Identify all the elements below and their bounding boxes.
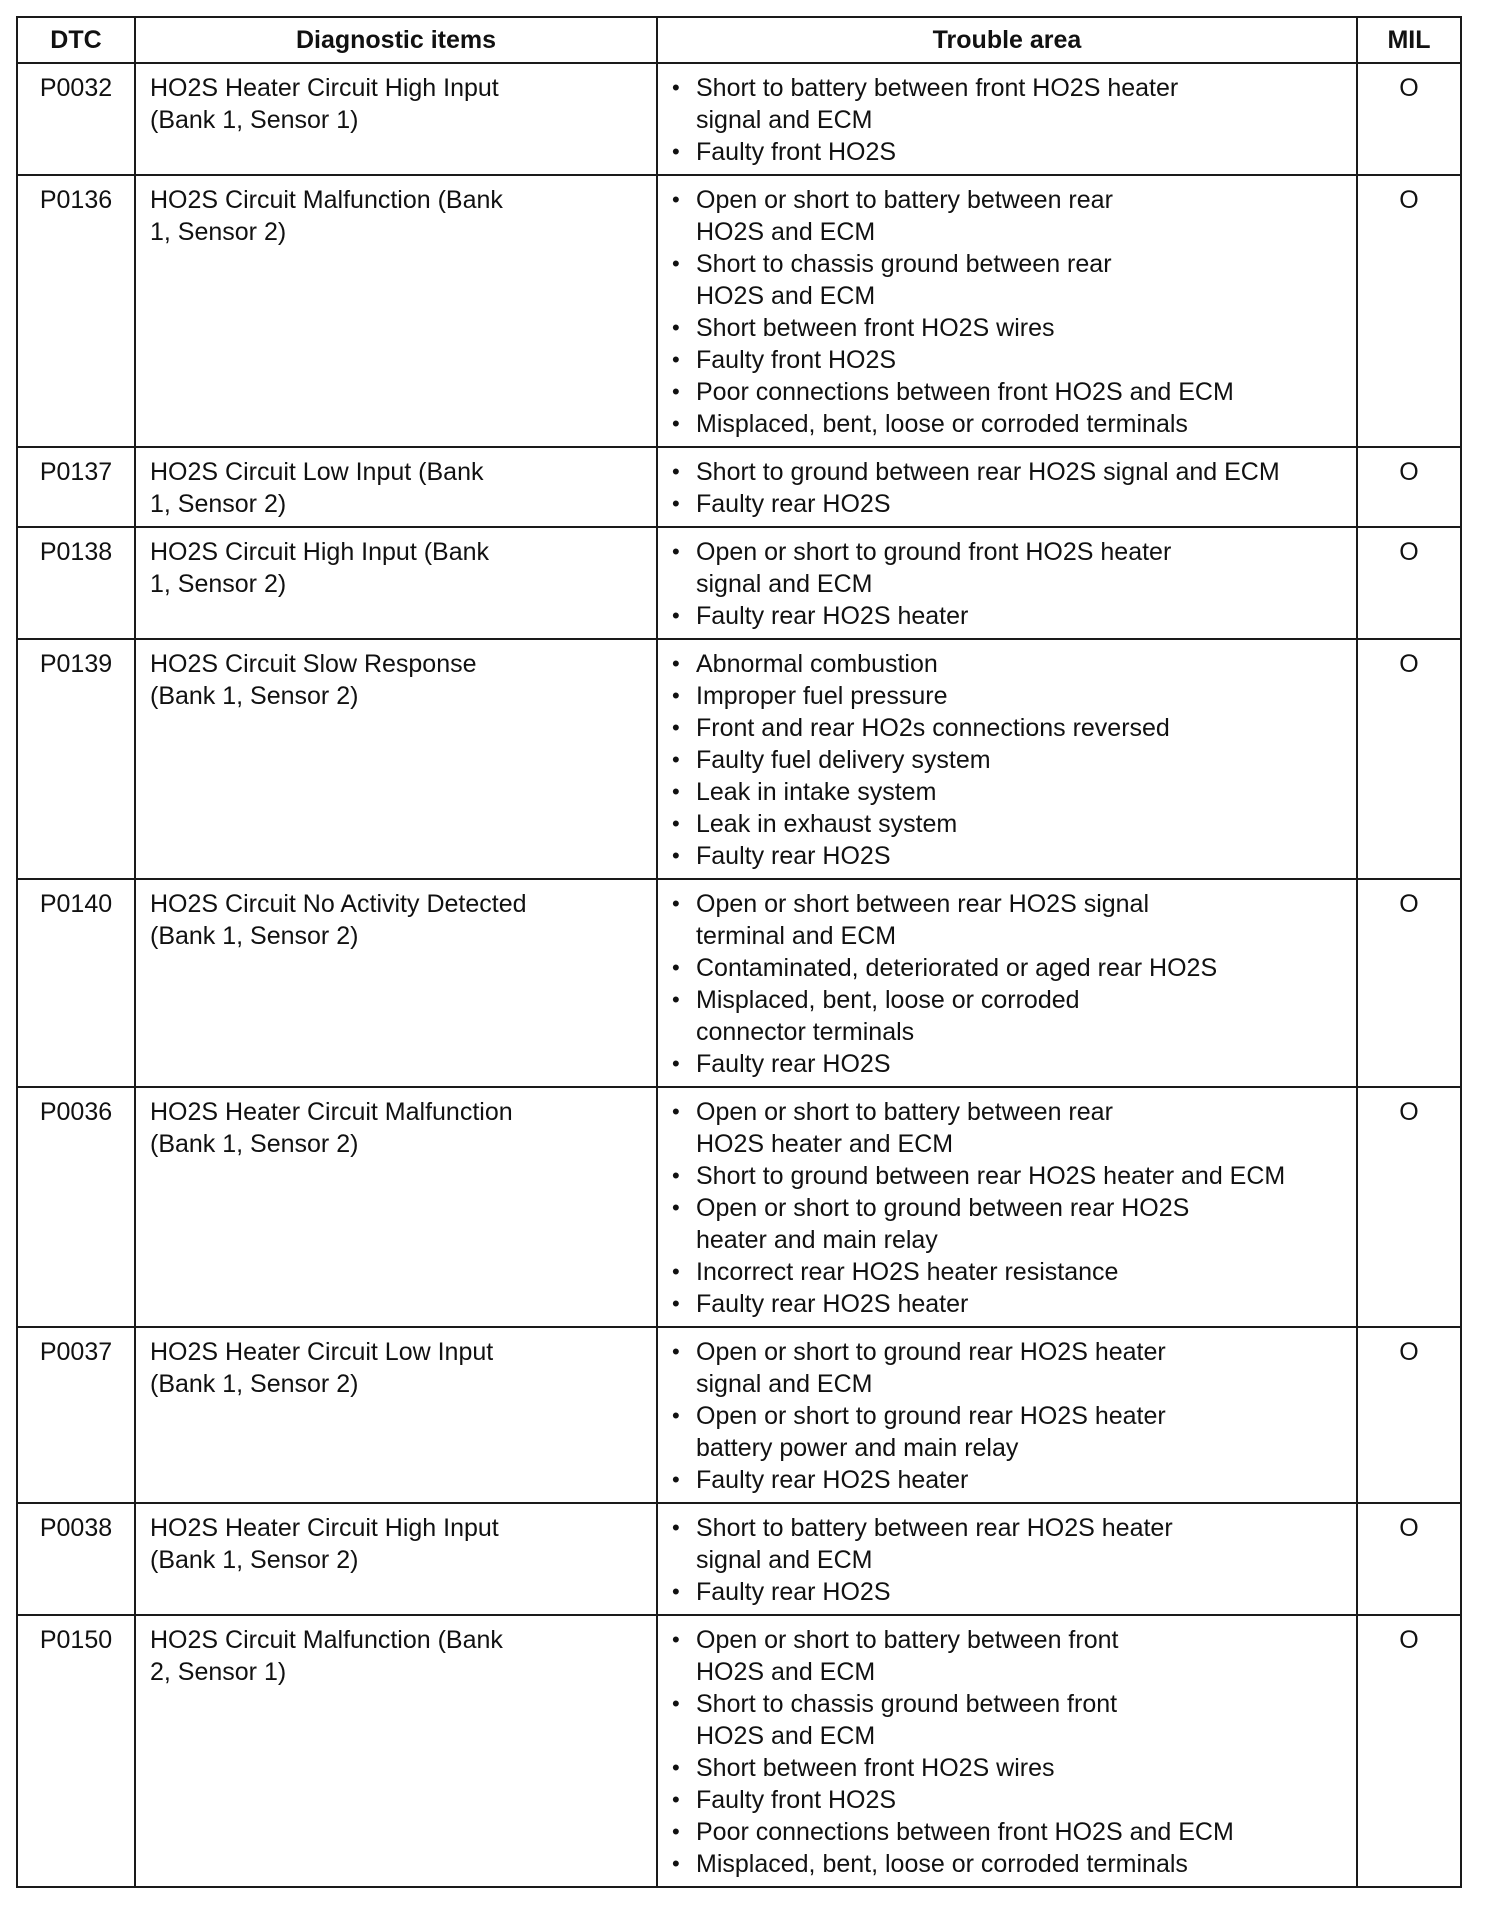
trouble-area-line: Faulty fuel delivery system [696, 746, 991, 774]
bullet-icon: • [672, 315, 680, 340]
trouble-area-item [672, 712, 1350, 744]
trouble-area-line: Faulty front HO2S [696, 1786, 897, 1814]
dtc-code: P0150 [17, 1615, 135, 1887]
trouble-area-item [672, 1688, 1350, 1752]
trouble-area-line: Open or short between rear HO2S signal [696, 890, 1150, 918]
diagnostic-item-line: HO2S Circuit No Activity Detected [150, 890, 527, 918]
bullet-icon: • [672, 651, 680, 676]
bullet-icon: • [672, 955, 680, 980]
dtc-table [16, 16, 1462, 1888]
trouble-area-line: terminal and ECM [696, 922, 897, 950]
trouble-area-line: HO2S and ECM [696, 1658, 876, 1686]
trouble-area-item [672, 1400, 1350, 1464]
trouble-area-item [672, 1048, 1350, 1080]
bullet-icon: • [672, 1851, 680, 1876]
trouble-area [657, 1503, 1357, 1615]
trouble-area-line: HO2S and ECM [696, 218, 876, 246]
trouble-area-line: Faulty rear HO2S [696, 842, 891, 870]
trouble-area-line: Open or short to ground rear HO2S heater [696, 1338, 1166, 1366]
dtc-code: P0138 [17, 527, 135, 639]
header-dtc: DTC [17, 17, 135, 63]
diagnostic-item-line: HO2S Heater Circuit Malfunction [150, 1098, 513, 1126]
trouble-area-line: Leak in exhaust system [696, 810, 958, 838]
trouble-area-item [672, 1816, 1350, 1848]
trouble-area-item [672, 1848, 1350, 1880]
trouble-area [657, 639, 1357, 879]
trouble-area-item [672, 1096, 1350, 1160]
table-row [17, 639, 1461, 879]
trouble-area-item [672, 984, 1350, 1048]
bullet-icon: • [672, 1819, 680, 1844]
trouble-area-list [672, 536, 1350, 632]
trouble-area-item [672, 1464, 1350, 1496]
trouble-area-item [672, 376, 1350, 408]
trouble-area-item [672, 1336, 1350, 1400]
trouble-area-item [672, 1624, 1350, 1688]
trouble-area-item [672, 1752, 1350, 1784]
trouble-area-item [672, 1576, 1350, 1608]
diagnostic-item-line: (Bank 1, Sensor 2) [150, 1546, 359, 1574]
bullet-icon: • [672, 1787, 680, 1812]
trouble-area-line: Faulty rear HO2S heater [696, 1466, 969, 1494]
dtc-code: P0139 [17, 639, 135, 879]
trouble-area-line: Open or short to ground rear HO2S heater [696, 1402, 1166, 1430]
trouble-area-line: Open or short to battery between rear [696, 186, 1113, 214]
diagnostic-item-line: (Bank 1, Sensor 2) [150, 1130, 359, 1158]
trouble-area-line: Misplaced, bent, loose or corroded terminals [696, 1850, 1188, 1878]
diagnostic-item [135, 1615, 657, 1887]
table-row [17, 175, 1461, 447]
trouble-area-line: Contaminated, deteriorated or aged rear HO2S [696, 954, 1218, 982]
bullet-icon: • [672, 1579, 680, 1604]
bullet-icon: • [672, 1627, 680, 1652]
trouble-area-item [672, 744, 1350, 776]
diagnostic-item-line: HO2S Circuit Malfunction (Bank [150, 1626, 503, 1654]
mil-indicator: O [1357, 527, 1461, 639]
diagnostic-item [135, 879, 657, 1087]
trouble-area-line: Short to ground between rear HO2S signal and ECM [696, 458, 1280, 486]
mil-indicator: O [1357, 879, 1461, 1087]
diagnostic-item-line: HO2S Circuit Low Input (Bank [150, 458, 484, 486]
trouble-area-line: Faulty rear HO2S heater [696, 1290, 969, 1318]
table-body [17, 63, 1461, 1887]
trouble-area [657, 1087, 1357, 1327]
trouble-area [657, 1327, 1357, 1503]
diagnostic-item [135, 527, 657, 639]
trouble-area-list [672, 1624, 1350, 1880]
bullet-icon: • [672, 683, 680, 708]
trouble-area-line: Open or short to ground front HO2S heater [696, 538, 1172, 566]
trouble-area-item [672, 776, 1350, 808]
bullet-icon: • [672, 1259, 680, 1284]
trouble-area-line: Abnormal combustion [696, 650, 938, 678]
trouble-area-item [672, 600, 1350, 632]
diagnostic-item-line: HO2S Heater Circuit Low Input [150, 1338, 494, 1366]
trouble-area-item [672, 136, 1350, 168]
dtc-code: P0038 [17, 1503, 135, 1615]
trouble-area-item [672, 680, 1350, 712]
bullet-icon: • [672, 539, 680, 564]
dtc-code: P0140 [17, 879, 135, 1087]
trouble-area-line: Faulty front HO2S [696, 138, 897, 166]
trouble-area-line: heater and main relay [696, 1226, 938, 1254]
table-row [17, 527, 1461, 639]
trouble-area-line: Short to ground between rear HO2S heater and ECM [696, 1162, 1286, 1190]
bullet-icon: • [672, 1195, 680, 1220]
trouble-area-line: Open or short to ground between rear HO2S [696, 1194, 1190, 1222]
trouble-area-line: Faulty rear HO2S [696, 1578, 891, 1606]
bullet-icon: • [672, 747, 680, 772]
diagnostic-item-line: 1, Sensor 2) [150, 490, 287, 518]
diagnostic-item [135, 639, 657, 879]
trouble-area-list [672, 1096, 1350, 1320]
trouble-area-line: Front and rear HO2s connections reversed [696, 714, 1170, 742]
bullet-icon: • [672, 779, 680, 804]
trouble-area-line: Poor connections between front HO2S and ECM [696, 378, 1234, 406]
dtc-code: P0036 [17, 1087, 135, 1327]
table-row [17, 1503, 1461, 1615]
dtc-code: P0032 [17, 63, 135, 175]
trouble-area-line: Short to battery between front HO2S heater [696, 74, 1179, 102]
trouble-area-line: Short between front HO2S wires [696, 1754, 1055, 1782]
bullet-icon: • [672, 411, 680, 436]
header-diagnostic-items: Diagnostic items [135, 17, 657, 63]
diagnostic-item [135, 63, 657, 175]
diagnostic-item-line: 1, Sensor 2) [150, 218, 287, 246]
bullet-icon: • [672, 459, 680, 484]
diagnostic-item [135, 1087, 657, 1327]
mil-indicator: O [1357, 1503, 1461, 1615]
bullet-icon: • [672, 1467, 680, 1492]
trouble-area-list [672, 1336, 1350, 1496]
trouble-area-line: Short between front HO2S wires [696, 314, 1055, 342]
trouble-area-item [672, 888, 1350, 952]
dtc-code: P0137 [17, 447, 135, 527]
trouble-area-item [672, 1512, 1350, 1576]
table-row [17, 879, 1461, 1087]
mil-indicator: O [1357, 639, 1461, 879]
trouble-area-item [672, 488, 1350, 520]
bullet-icon: • [672, 491, 680, 516]
trouble-area-line: HO2S and ECM [696, 1722, 876, 1750]
table-row [17, 1087, 1461, 1327]
diagnostic-item-line: HO2S Circuit High Input (Bank [150, 538, 490, 566]
trouble-area-line: Short to chassis ground between front [696, 1690, 1118, 1718]
bullet-icon: • [672, 1051, 680, 1076]
bullet-icon: • [672, 1403, 680, 1428]
trouble-area-line: connector terminals [696, 1018, 915, 1046]
trouble-area [657, 527, 1357, 639]
bullet-icon: • [672, 347, 680, 372]
header-row [17, 17, 1461, 63]
table-row [17, 447, 1461, 527]
header-mil: MIL [1357, 17, 1461, 63]
diagnostic-item [135, 175, 657, 447]
bullet-icon: • [672, 603, 680, 628]
diagnostic-item-line: (Bank 1, Sensor 2) [150, 922, 359, 950]
trouble-area-line: Poor connections between front HO2S and ECM [696, 1818, 1234, 1846]
trouble-area-item [672, 248, 1350, 312]
trouble-area-list [672, 1512, 1350, 1608]
trouble-area-line: Faulty rear HO2S [696, 490, 891, 518]
trouble-area-item [672, 648, 1350, 680]
trouble-area-line: Short to battery between rear HO2S heater [696, 1514, 1173, 1542]
bullet-icon: • [672, 843, 680, 868]
diagnostic-item-line: 1, Sensor 2) [150, 570, 287, 598]
trouble-area-line: Improper fuel pressure [696, 682, 948, 710]
trouble-area-list [672, 888, 1350, 1080]
trouble-area-item [672, 1288, 1350, 1320]
header-trouble-area: Trouble area [657, 17, 1357, 63]
bullet-icon: • [672, 251, 680, 276]
mil-indicator: O [1357, 1327, 1461, 1503]
trouble-area-list [672, 648, 1350, 872]
trouble-area-item [672, 312, 1350, 344]
trouble-area-line: signal and ECM [696, 106, 873, 134]
trouble-area-item [672, 1192, 1350, 1256]
trouble-area-line: Leak in intake system [696, 778, 937, 806]
trouble-area-line: signal and ECM [696, 570, 873, 598]
trouble-area-item [672, 344, 1350, 376]
trouble-area-item [672, 72, 1350, 136]
bullet-icon: • [672, 1163, 680, 1188]
mil-indicator: O [1357, 63, 1461, 175]
dtc-code: P0136 [17, 175, 135, 447]
trouble-area-line: Misplaced, bent, loose or corroded [696, 986, 1080, 1014]
bullet-icon: • [672, 75, 680, 100]
mil-indicator: O [1357, 1615, 1461, 1887]
diagnostic-item-line: (Bank 1, Sensor 2) [150, 1370, 359, 1398]
diagnostic-item [135, 1327, 657, 1503]
trouble-area-item [672, 808, 1350, 840]
trouble-area-list [672, 72, 1350, 168]
diagnostic-item-line: (Bank 1, Sensor 1) [150, 106, 359, 134]
trouble-area-line: Faulty rear HO2S heater [696, 602, 969, 630]
trouble-area-list [672, 456, 1350, 520]
diagnostic-item-line: HO2S Circuit Malfunction (Bank [150, 186, 503, 214]
trouble-area-item [672, 1256, 1350, 1288]
trouble-area-item [672, 456, 1350, 488]
mil-indicator: O [1357, 175, 1461, 447]
bullet-icon: • [672, 1339, 680, 1364]
trouble-area-item [672, 840, 1350, 872]
bullet-icon: • [672, 139, 680, 164]
bullet-icon: • [672, 715, 680, 740]
trouble-area-line: signal and ECM [696, 1546, 873, 1574]
bullet-icon: • [672, 891, 680, 916]
trouble-area [657, 447, 1357, 527]
trouble-area-line: Short to chassis ground between rear [696, 250, 1112, 278]
trouble-area-line: HO2S heater and ECM [696, 1130, 954, 1158]
trouble-area-line: HO2S and ECM [696, 282, 876, 310]
trouble-area-line: signal and ECM [696, 1370, 873, 1398]
mil-indicator: O [1357, 1087, 1461, 1327]
trouble-area-item [672, 1160, 1350, 1192]
diagnostic-item-line: HO2S Heater Circuit High Input [150, 1514, 499, 1542]
trouble-area-item [672, 408, 1350, 440]
bullet-icon: • [672, 1691, 680, 1716]
diagnostic-item [135, 1503, 657, 1615]
diagnostic-item-line: HO2S Circuit Slow Response [150, 650, 477, 678]
table-row [17, 63, 1461, 175]
trouble-area [657, 63, 1357, 175]
diagnostic-item [135, 447, 657, 527]
bullet-icon: • [672, 987, 680, 1012]
diagnostic-item-line: 2, Sensor 1) [150, 1658, 287, 1686]
bullet-icon: • [672, 811, 680, 836]
bullet-icon: • [672, 1291, 680, 1316]
trouble-area-line: Faulty front HO2S [696, 346, 897, 374]
trouble-area [657, 879, 1357, 1087]
mil-indicator: O [1357, 447, 1461, 527]
bullet-icon: • [672, 1755, 680, 1780]
trouble-area-item [672, 184, 1350, 248]
bullet-icon: • [672, 187, 680, 212]
trouble-area-line: Faulty rear HO2S [696, 1050, 891, 1078]
diagnostic-item-line: (Bank 1, Sensor 2) [150, 682, 359, 710]
trouble-area-line: Misplaced, bent, loose or corroded terminals [696, 410, 1188, 438]
trouble-area-list [672, 184, 1350, 440]
bullet-icon: • [672, 379, 680, 404]
trouble-area-line: Incorrect rear HO2S heater resistance [696, 1258, 1119, 1286]
trouble-area-item [672, 536, 1350, 600]
table-row [17, 1615, 1461, 1887]
trouble-area-line: battery power and main relay [696, 1434, 1019, 1462]
bullet-icon: • [672, 1515, 680, 1540]
trouble-area [657, 1615, 1357, 1887]
dtc-code: P0037 [17, 1327, 135, 1503]
bullet-icon: • [672, 1099, 680, 1124]
trouble-area-item [672, 952, 1350, 984]
table-row [17, 1327, 1461, 1503]
trouble-area-line: Open or short to battery between rear [696, 1098, 1113, 1126]
trouble-area [657, 175, 1357, 447]
trouble-area-item [672, 1784, 1350, 1816]
diagnostic-item-line: HO2S Heater Circuit High Input [150, 74, 499, 102]
trouble-area-line: Open or short to battery between front [696, 1626, 1119, 1654]
